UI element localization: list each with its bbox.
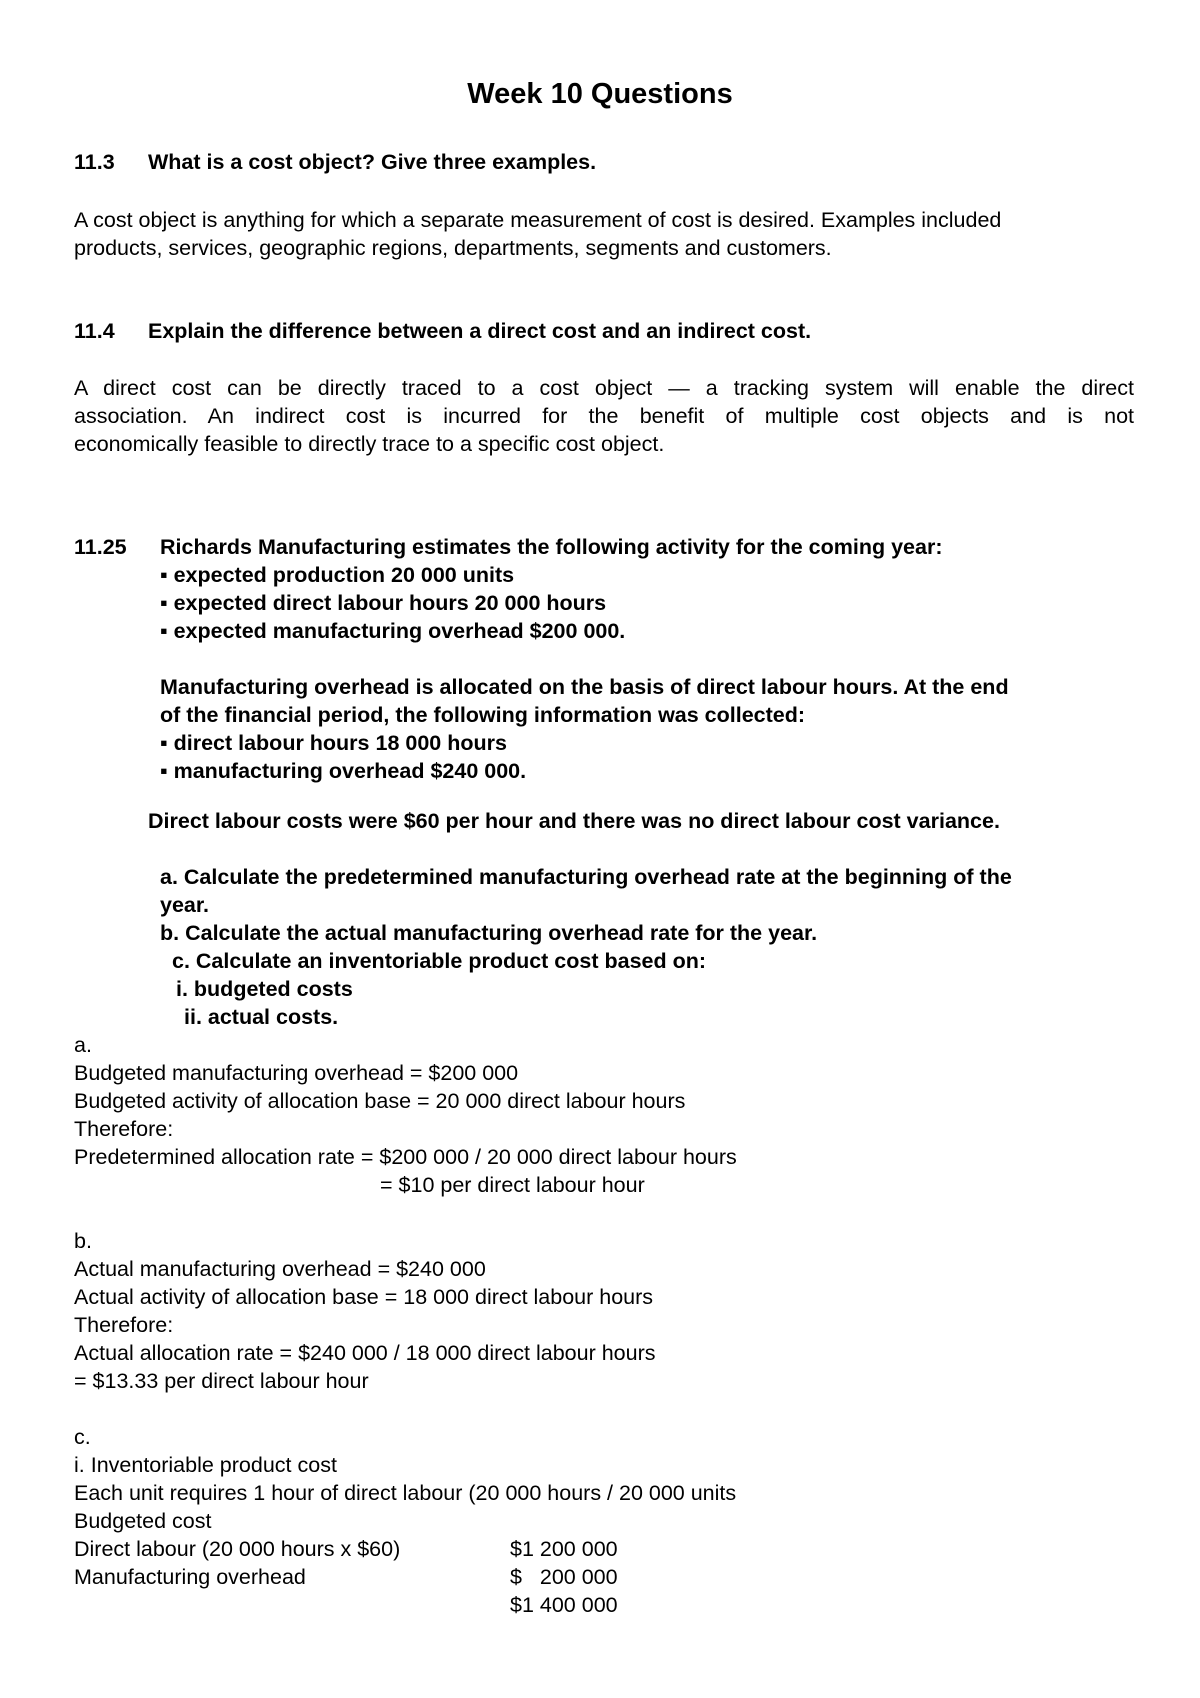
answer-b-label: b. [74, 1229, 92, 1253]
answer-11-3-line-2: products, services, geographic regions, departments, segments and customers. [74, 236, 832, 260]
answer-b-line: Actual allocation rate = $240 000 / 18 000 direct labour hours [74, 1341, 656, 1365]
estimate-item: ▪ expected direct labour hours 20 000 hours [160, 591, 607, 615]
answer-11-4-line-3: economically feasible to directly trace to a specific cost object. [74, 432, 665, 456]
page-title: Week 10 Questions [467, 78, 733, 110]
question-11-3: What is a cost object? Give three examples. [148, 150, 597, 174]
part-c-i: i. budgeted costs [176, 977, 353, 1001]
question-11-25-intro: Richards Manufacturing estimates the following activity for the coming year: [160, 535, 943, 559]
answer-a-line: Budgeted manufacturing overhead = $200 000 [74, 1061, 519, 1085]
actual-item: ▪ manufacturing overhead $240 000. [160, 759, 527, 783]
answer-c-line: i. Inventoriable product cost [74, 1453, 337, 1477]
answer-b-line: Actual activity of allocation base = 18 000 direct labour hours [74, 1285, 654, 1309]
labour-note: Direct labour costs were $60 per hour and there was no direct labour cost variance. [148, 809, 1000, 833]
part-a-line-1: a. Calculate the predetermined manufacturing overhead rate at the beginning of the [160, 865, 1012, 889]
answer-b-line: Therefore: [74, 1313, 174, 1337]
question-number-11-25: 11.25 [74, 535, 127, 559]
answer-a-result: = $10 per direct labour hour [380, 1173, 645, 1197]
part-c-ii: ii. actual costs. [184, 1005, 339, 1029]
answer-c-line: Budgeted cost [74, 1509, 212, 1533]
answer-11-3-line-1: A cost object is anything for which a separate measurement of cost is desired. Examples included [74, 208, 1002, 232]
cost-row-item: Direct labour (20 000 hours x $60) [74, 1537, 401, 1561]
actual-item: ▪ direct labour hours 18 000 hours [160, 731, 507, 755]
answer-a-line: Predetermined allocation rate = $200 000 / 20 000 direct labour hours [74, 1145, 737, 1169]
part-c: c. Calculate an inventoriable product cost based on: [172, 949, 707, 973]
answer-c-label: c. [74, 1425, 91, 1449]
answer-b-line: Actual manufacturing overhead = $240 000 [74, 1257, 486, 1281]
cost-row-amount: $ 200 000 [510, 1565, 618, 1589]
answer-b-line: = $13.33 per direct labour hour [74, 1369, 369, 1393]
cost-row-item: Manufacturing overhead [74, 1565, 306, 1589]
question-11-4: Explain the difference between a direct cost and an indirect cost. [148, 319, 812, 343]
answer-a-label: a. [74, 1033, 92, 1057]
answer-a-line: Therefore: [74, 1117, 174, 1141]
part-a-line-2: year. [160, 893, 210, 917]
allocation-line-1: Manufacturing overhead is allocated on the basis of direct labour hours. At the end [160, 675, 1009, 699]
allocation-line-2: of the financial period, the following information was collected: [160, 703, 806, 727]
cost-total-amount: $1 400 000 [510, 1593, 618, 1617]
answer-c-line: Each unit requires 1 hour of direct labour (20 000 hours / 20 000 units [74, 1481, 737, 1505]
estimate-item: ▪ expected production 20 000 units [160, 563, 515, 587]
answer-a-line: Budgeted activity of allocation base = 20 000 direct labour hours [74, 1089, 686, 1113]
question-number-11-4: 11.4 [74, 319, 115, 343]
estimate-item: ▪ expected manufacturing overhead $200 000. [160, 619, 626, 643]
question-number-11-3: 11.3 [74, 150, 115, 174]
cost-row-amount: $1 200 000 [510, 1537, 618, 1561]
answer-11-4-line-2: association. An indirect cost is incurred for the benefit of multiple cost objects and is not [74, 404, 1134, 428]
part-b: b. Calculate the actual manufacturing overhead rate for the year. [160, 921, 818, 945]
answer-11-4-line-1: A direct cost can be directly traced to a cost object — a tracking system will enable the direct [74, 376, 1134, 400]
